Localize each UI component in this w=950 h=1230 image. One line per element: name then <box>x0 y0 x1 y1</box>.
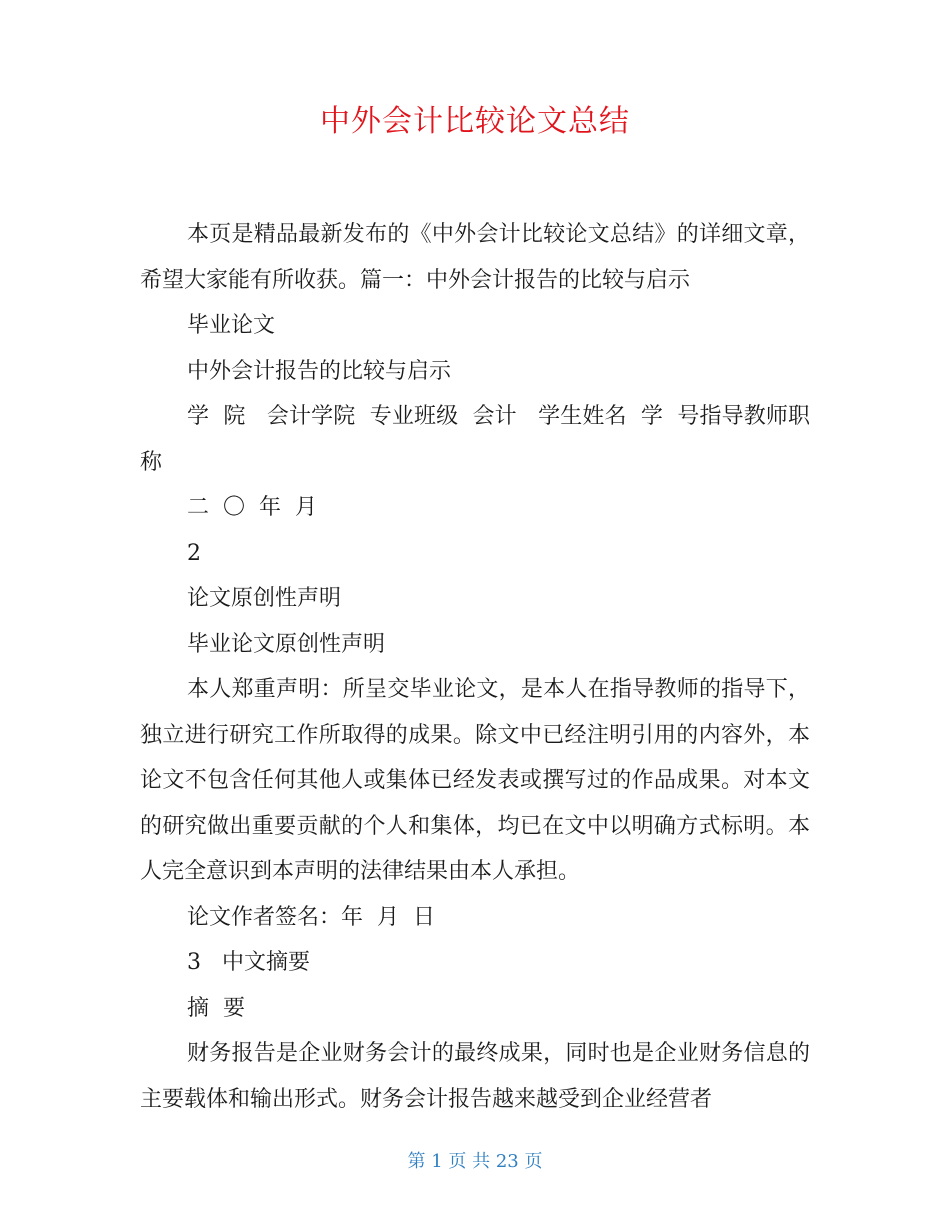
paragraph-abstract-label: 摘 要 <box>187 995 245 1021</box>
paragraph-declaration: 本人郑重声明：所呈交毕业论文，是本人在指导教师的指导下，独立进行研究工作所取得的成果。除文中已经注明引用的内容外，本论文不包含任何其他人或集体已经发表或撰写过的作品成果。对本文的研究做出重要贡献的个人和集体，均已在文中以明确方式标明。本人完全意识到本声明的法律结果由本人承担。 <box>140 677 810 884</box>
paragraph-originality-heading: 论文原创性声明 <box>187 586 342 611</box>
paragraph-student-info: 学 院 会计学院 专业班级 会计 学生姓名 学 号指导教师职 称 <box>140 404 824 475</box>
paragraph-date: 二 〇 年 月 <box>187 495 317 520</box>
document-title: 中外会计比较论文总结 <box>320 104 630 139</box>
paragraph-originality-title: 毕业论文原创性声明 <box>187 631 386 657</box>
paragraph-page-number-2: 2 <box>187 540 201 566</box>
document-body <box>140 212 824 1122</box>
paragraph-thesis-topic: 中外会计报告的比较与启示 <box>187 358 452 384</box>
paragraph-chinese-abstract-heading: 3 中文摘要 <box>187 950 310 975</box>
paragraph-signature: 论文作者签名：年 月 日 <box>187 904 435 930</box>
paragraph-graduation-thesis: 毕业论文 <box>187 313 276 338</box>
page-footer: 第 1 页 共 23 页 <box>407 1151 543 1172</box>
paragraph-abstract-text: 财务报告是企业财务会计的最终成果，同时也是企业财务信息的主要载体和输出形式。财务会计报告越来越受到企业经营者 <box>140 1041 810 1112</box>
intro-paragraph: 本页是精品最新发布的《中外会计比较论文总结》的详细文章，希望大家能有所收获。篇一：中外会计报告的比较与启示 <box>140 222 810 293</box>
